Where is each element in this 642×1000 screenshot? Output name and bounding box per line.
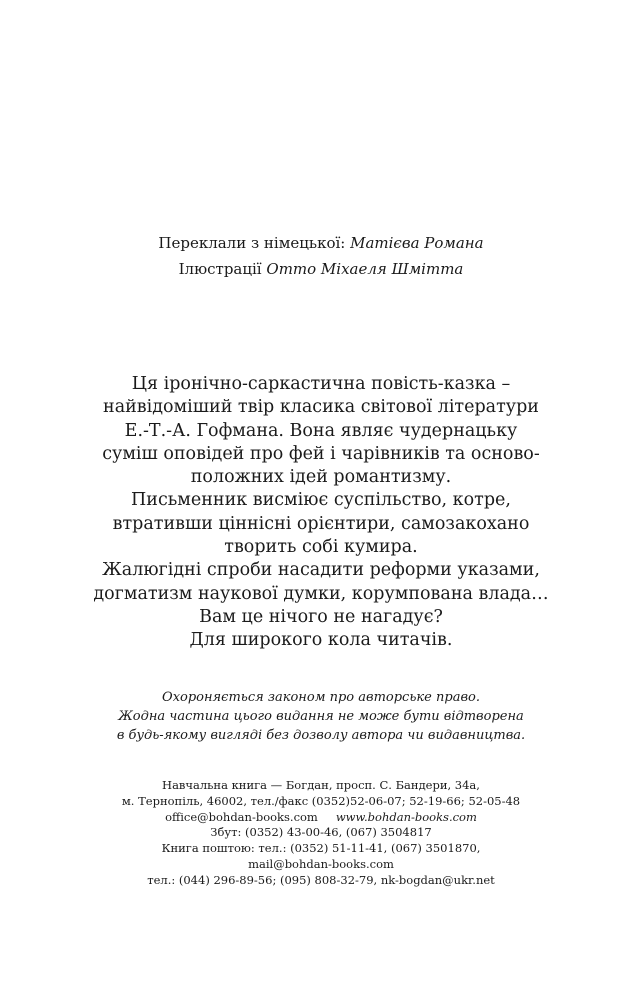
annotation-block xyxy=(0,373,642,653)
imprint-mail-order: Книга поштою: тел.: (0352) 51-11-41, (067) 3501870, xyxy=(161,841,481,856)
illustrator-line xyxy=(0,256,642,282)
annotation-line: положних ідей романтизму. xyxy=(190,467,452,488)
translators-prefix: Переклали з німецької: xyxy=(158,234,351,252)
copyright-line: Охороняється законом про авторське право. xyxy=(162,690,480,705)
annotation-line: творить собі кумира. xyxy=(224,537,418,558)
annotation-line: Вам це нічого не нагадує? xyxy=(199,606,443,627)
copyright-line: в будь-якому вигляді без дозволу автора чи видавництва. xyxy=(116,728,526,743)
annotation-line: Для широкого кола читачів. xyxy=(189,630,453,651)
illustrator-name: Отто Міхаеля Шмітта xyxy=(266,260,464,278)
website-link[interactable]: www.bohdan-books.com xyxy=(335,809,477,824)
illustrator-prefix: Ілюстрації xyxy=(178,260,267,278)
annotation-line: втративши ціннісні орієнтири, самозакохано xyxy=(112,513,530,534)
imprint-city-phone: м. Тернопіль, 46002, тел./факс (0352)52-06-07; 52-19-66; 52-05-48 xyxy=(121,793,521,808)
copyright-notice xyxy=(0,688,642,745)
annotation-line: Ця іронічно-саркастична повість-казка – xyxy=(131,374,511,394)
annotation-line: найвідоміший твір класика світової літератури xyxy=(103,397,539,418)
publisher-imprint xyxy=(0,778,642,889)
imprint-kyiv-phones: тел.: (044) 296-89-56; (095) 808-32-79, nk-bogdan@ukr.net xyxy=(147,872,495,887)
imprint-contacts xyxy=(0,810,642,826)
mail-email-link[interactable]: mail@bohdan-books.com xyxy=(248,856,394,871)
office-email-link[interactable]: office@bohdan-books.com xyxy=(165,809,318,824)
copyright-line: Жодна частина цього видання не може бути відтворена xyxy=(118,709,524,724)
annotation-line: Письменник висміює суспільство, котре, xyxy=(131,490,511,511)
imprint-address: Навчальна книга — Богдан, просп. С. Бандери, 34а, xyxy=(162,778,480,792)
annotation-line: догматизм наукової думки, корумпована влада… xyxy=(93,583,549,604)
annotation-line: Жалюгідні спроби насадити реформи указами, xyxy=(102,560,540,581)
imprint-sales: Збут: (0352) 43-00-46, (067) 3504817 xyxy=(210,825,432,840)
credits-block xyxy=(0,230,642,282)
translators-names: Матієва Романа xyxy=(350,234,484,252)
annotation-line: Е.-Т.-А. Гофмана. Вона являє чудернацьку xyxy=(124,420,518,441)
translators-line xyxy=(0,230,642,256)
annotation-line: суміш оповідей про фей і чарівників та осново- xyxy=(102,443,540,464)
